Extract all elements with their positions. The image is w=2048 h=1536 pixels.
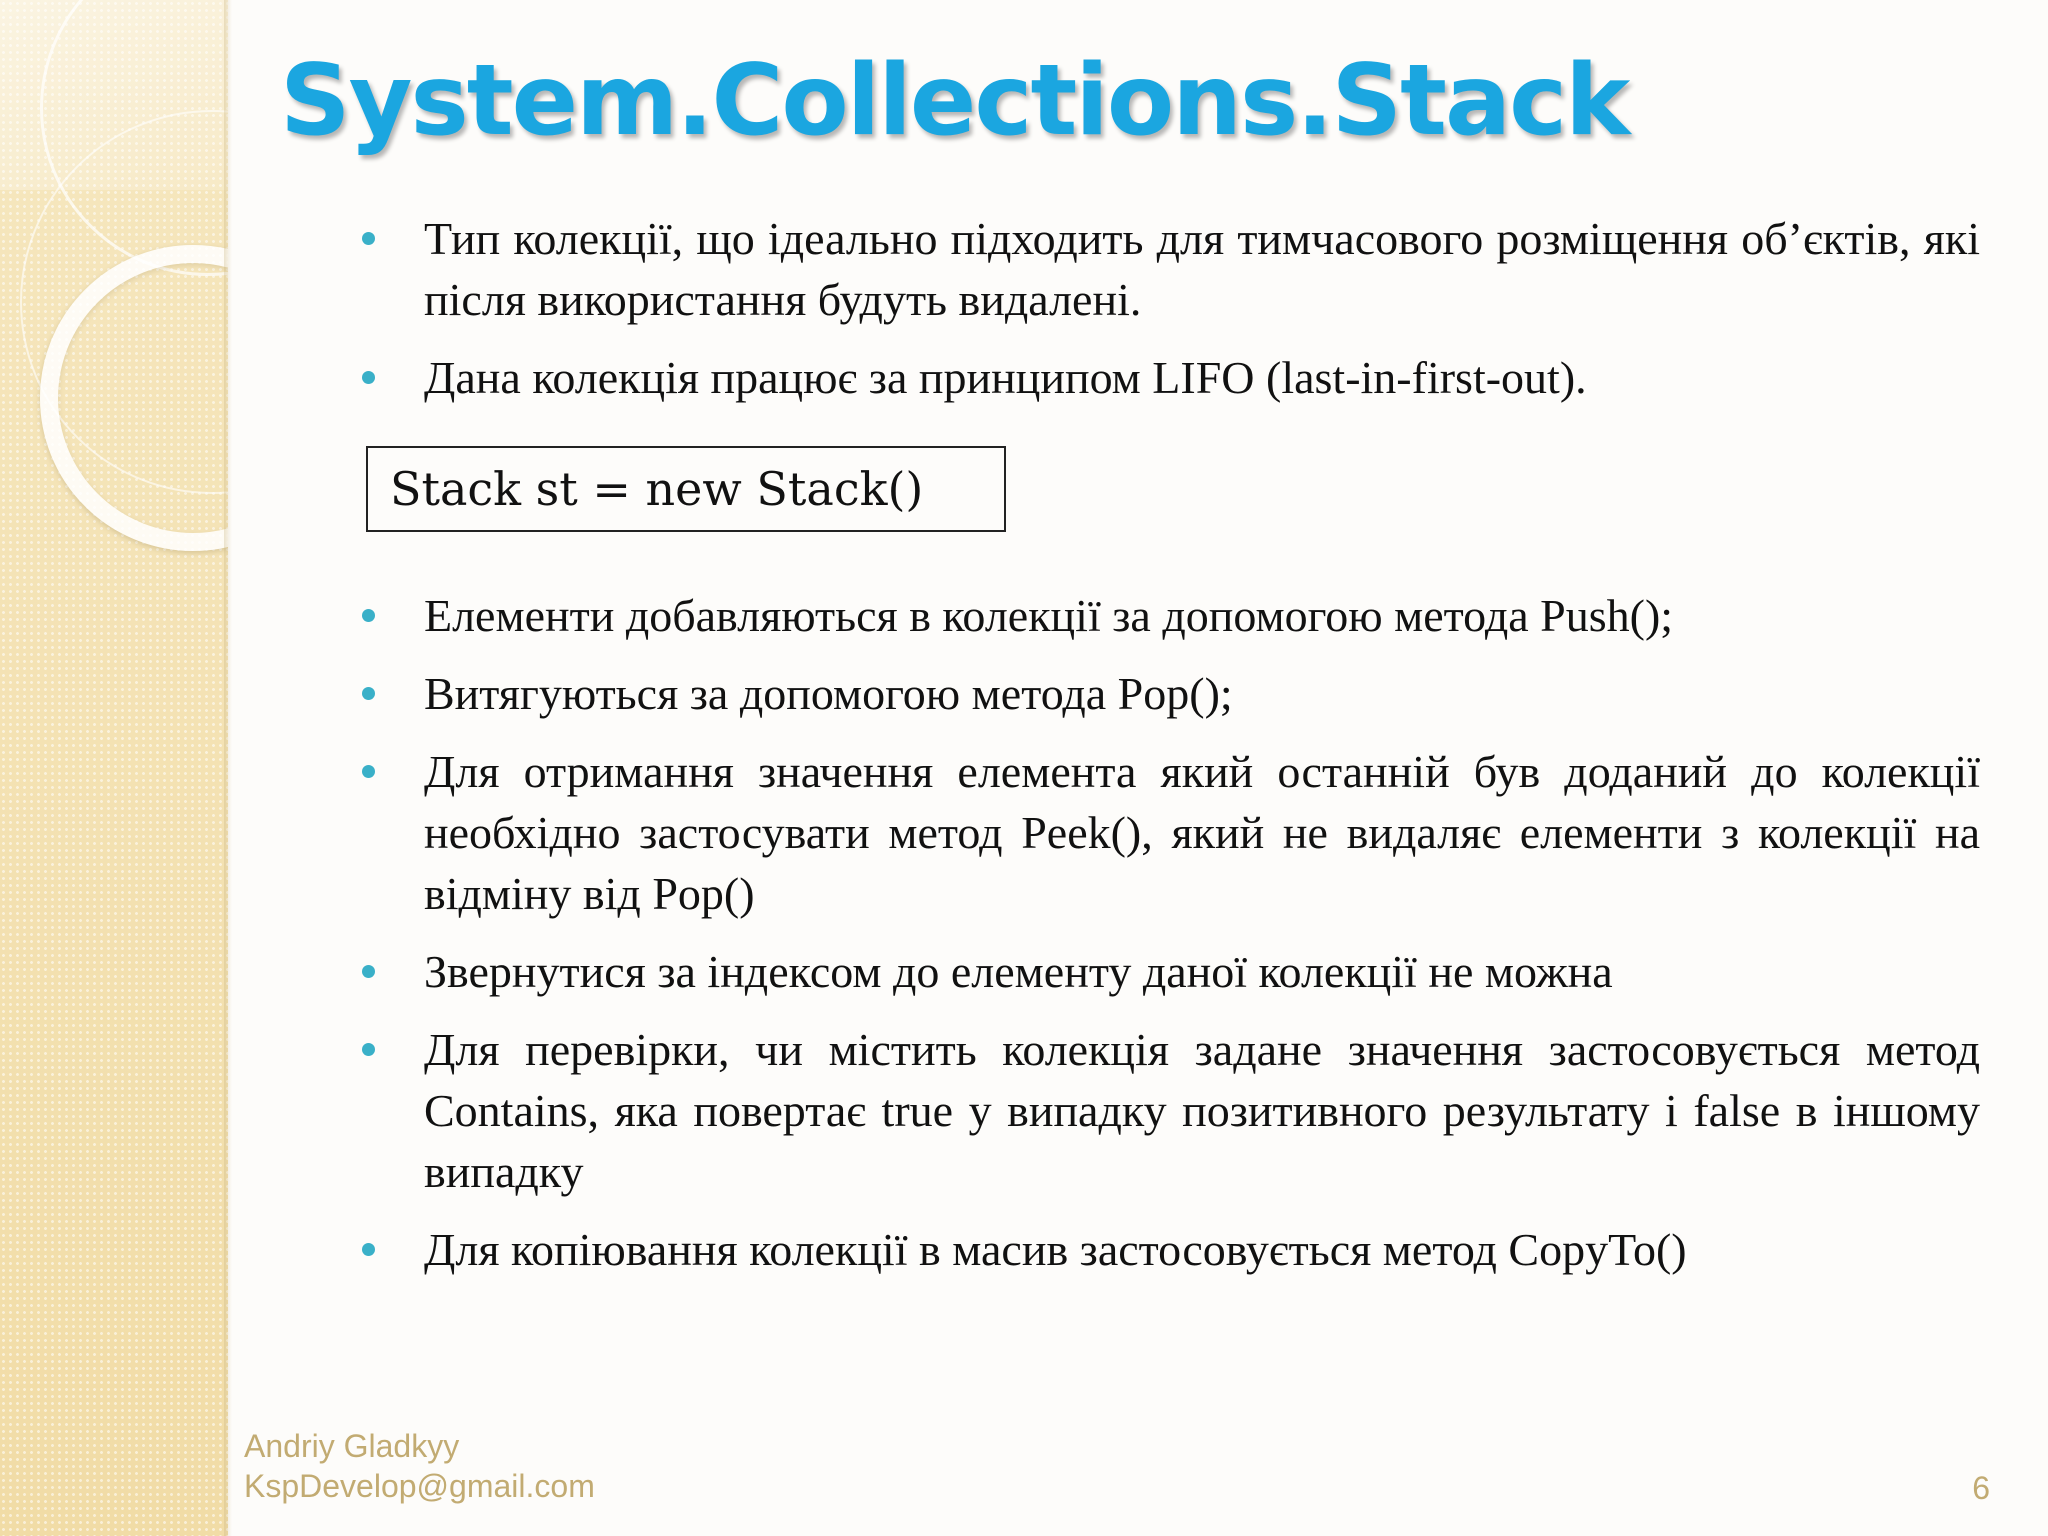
bullet-list-top — [360, 208, 1980, 425]
bullet-dot-icon — [362, 232, 375, 245]
bullet-dot-icon — [362, 765, 375, 778]
bullet-dot-icon — [362, 371, 375, 384]
bullet-item — [360, 1019, 1980, 1202]
bullet-text: Елементи добавляються в колекції за допомогою метода Push(); — [424, 590, 1674, 641]
bullet-item — [360, 663, 1980, 724]
bullet-dot-icon — [362, 609, 375, 622]
bullet-item — [360, 347, 1980, 408]
bullet-text: Для перевірки, чи містить колекція задане значення застосовується метод Contains, яка повертає true у випадку позитивного результату і false в іншому випадку — [424, 1024, 1980, 1197]
bullet-text: Для копіювання колекції в масив застосовується метод CopyTo() — [424, 1224, 1687, 1275]
bullet-text: Для отримання значення елемента який останній був доданий до колекції необхідно застосувати метод Peek(), який не видаляє елементи з колекції на відміну від Pop() — [424, 746, 1980, 919]
bullet-dot-icon — [362, 687, 375, 700]
bullet-dot-icon — [362, 1243, 375, 1256]
bullet-item — [360, 741, 1980, 924]
decorative-sidebar — [0, 0, 228, 1536]
bullet-text: Дана колекція працює за принципом LIFO (last-in-first-out). — [424, 352, 1587, 403]
sidebar-edge-shadow — [224, 0, 232, 1536]
bullet-dot-icon — [362, 1043, 375, 1056]
bullet-text: Тип колекції, що ідеально підходить для тимчасового розміщення об’єктів, які після використання будуть видалені. — [424, 213, 1980, 325]
bullet-item — [360, 208, 1980, 330]
footer-author: Andriy Gladkyy — [244, 1428, 460, 1464]
bullet-list-bottom — [360, 585, 1980, 1297]
bullet-text: Витягуються за допомогою метода Pop(); — [424, 668, 1233, 719]
bullet-item — [360, 1219, 1980, 1280]
bullet-text: Звернутися за індексом до елементу даної колекції не можна — [424, 946, 1613, 997]
page-number: 6 — [1972, 1470, 1990, 1506]
slide-title: System.Collections.Stack — [280, 44, 1629, 158]
bullet-item — [360, 585, 1980, 646]
footer-email: KspDevelop@gmail.com — [244, 1468, 595, 1504]
bullet-dot-icon — [362, 965, 375, 978]
bullet-item — [360, 941, 1980, 1002]
code-example-box: Stack st = new Stack() — [366, 446, 1006, 532]
